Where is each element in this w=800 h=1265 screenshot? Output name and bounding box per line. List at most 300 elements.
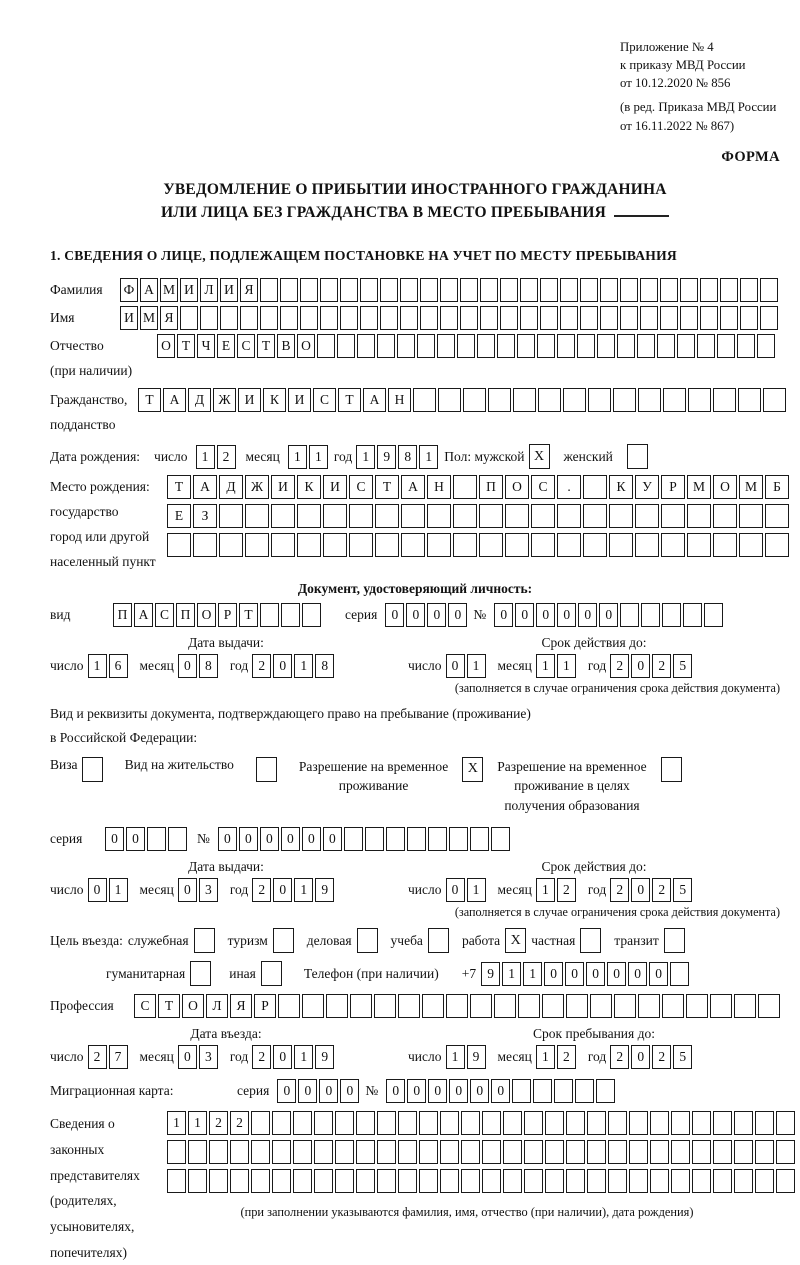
char-cell[interactable] (440, 278, 458, 302)
char-cell[interactable] (560, 278, 578, 302)
char-cell[interactable] (479, 504, 503, 528)
char-cell[interactable] (613, 388, 636, 412)
char-cell[interactable]: 0 (273, 878, 292, 902)
char-cell[interactable] (230, 1140, 249, 1164)
purpose-humanitarian-checkbox[interactable] (190, 961, 211, 986)
char-cell[interactable] (167, 1140, 186, 1164)
char-cell[interactable] (293, 1111, 312, 1135)
char-cell[interactable] (419, 1169, 438, 1193)
char-cell[interactable] (427, 533, 451, 557)
char-cell[interactable] (755, 1140, 774, 1164)
char-cell[interactable] (245, 504, 269, 528)
char-cell[interactable] (608, 1169, 627, 1193)
char-cell[interactable]: 1 (536, 654, 555, 678)
char-cell[interactable] (662, 994, 684, 1018)
char-cell[interactable] (566, 1140, 585, 1164)
char-cell[interactable] (401, 533, 425, 557)
char-cell[interactable] (697, 334, 715, 358)
char-cell[interactable] (583, 533, 607, 557)
char-cell[interactable]: 2 (252, 654, 271, 678)
char-cell[interactable]: 0 (586, 962, 605, 986)
char-cell[interactable]: 1 (536, 878, 555, 902)
char-cell[interactable]: М (140, 306, 158, 330)
char-cell[interactable]: 0 (218, 827, 237, 851)
char-cell[interactable] (314, 1169, 333, 1193)
char-cell[interactable] (251, 1111, 270, 1135)
char-cell[interactable] (713, 388, 736, 412)
char-cell[interactable] (419, 1140, 438, 1164)
char-cell[interactable]: 1 (356, 445, 375, 469)
char-cell[interactable] (460, 278, 478, 302)
char-cell[interactable]: Т (167, 475, 191, 499)
char-cell[interactable] (209, 1140, 228, 1164)
char-cell[interactable] (520, 278, 538, 302)
char-cell[interactable]: Е (217, 334, 235, 358)
char-cell[interactable] (740, 278, 758, 302)
char-cell[interactable]: Р (218, 603, 237, 627)
char-cell[interactable]: 9 (315, 1045, 334, 1069)
char-cell[interactable]: 0 (515, 603, 534, 627)
char-cell[interactable]: 0 (427, 603, 446, 627)
char-cell[interactable] (524, 1111, 543, 1135)
char-cell[interactable] (260, 306, 278, 330)
char-cell[interactable]: 1 (309, 445, 328, 469)
char-cell[interactable] (587, 1169, 606, 1193)
char-cell[interactable]: 0 (407, 1079, 426, 1103)
char-cell[interactable]: 0 (599, 603, 618, 627)
char-cell[interactable]: С (349, 475, 373, 499)
purpose-private-checkbox[interactable] (580, 928, 601, 953)
char-cell[interactable] (641, 603, 660, 627)
char-cell[interactable] (251, 1140, 270, 1164)
char-cell[interactable]: Т (158, 994, 180, 1018)
char-cell[interactable]: С (155, 603, 174, 627)
char-cell[interactable] (193, 533, 217, 557)
char-cell[interactable] (180, 306, 198, 330)
char-cell[interactable] (739, 504, 763, 528)
char-cell[interactable] (397, 334, 415, 358)
char-cell[interactable] (587, 1140, 606, 1164)
char-cell[interactable] (776, 1140, 795, 1164)
char-cell[interactable]: 0 (607, 962, 626, 986)
char-cell[interactable] (280, 306, 298, 330)
char-cell[interactable] (557, 533, 581, 557)
char-cell[interactable] (375, 504, 399, 528)
char-cell[interactable]: 9 (315, 878, 334, 902)
char-cell[interactable]: 0 (565, 962, 584, 986)
char-cell[interactable] (167, 533, 191, 557)
char-cell[interactable]: 0 (105, 827, 124, 851)
char-cell[interactable] (776, 1111, 795, 1135)
char-cell[interactable] (317, 334, 335, 358)
char-cell[interactable] (293, 1169, 312, 1193)
char-cell[interactable]: 2 (610, 878, 629, 902)
char-cell[interactable] (734, 1111, 753, 1135)
char-cell[interactable] (671, 1111, 690, 1135)
char-cell[interactable] (356, 1111, 375, 1135)
char-cell[interactable] (660, 278, 678, 302)
char-cell[interactable] (281, 603, 300, 627)
char-cell[interactable] (326, 994, 348, 1018)
char-cell[interactable] (380, 306, 398, 330)
char-cell[interactable] (377, 334, 395, 358)
char-cell[interactable]: В (277, 334, 295, 358)
char-cell[interactable] (600, 306, 618, 330)
char-cell[interactable] (661, 504, 685, 528)
char-cell[interactable] (460, 306, 478, 330)
char-cell[interactable] (400, 278, 418, 302)
char-cell[interactable] (542, 994, 564, 1018)
char-cell[interactable] (660, 306, 678, 330)
char-cell[interactable]: 5 (673, 1045, 692, 1069)
char-cell[interactable] (401, 504, 425, 528)
char-cell[interactable]: 6 (109, 654, 128, 678)
char-cell[interactable] (588, 388, 611, 412)
char-cell[interactable]: А (401, 475, 425, 499)
char-cell[interactable]: 1 (294, 1045, 313, 1069)
char-cell[interactable] (566, 994, 588, 1018)
char-cell[interactable]: К (609, 475, 633, 499)
char-cell[interactable] (738, 388, 761, 412)
char-cell[interactable] (491, 827, 510, 851)
char-cell[interactable]: Р (661, 475, 685, 499)
char-cell[interactable] (683, 603, 702, 627)
char-cell[interactable] (437, 334, 455, 358)
char-cell[interactable] (251, 1169, 270, 1193)
char-cell[interactable] (755, 1111, 774, 1135)
char-cell[interactable] (453, 475, 477, 499)
char-cell[interactable] (440, 1111, 459, 1135)
char-cell[interactable] (260, 278, 278, 302)
char-cell[interactable] (680, 306, 698, 330)
char-cell[interactable] (398, 994, 420, 1018)
char-cell[interactable]: Т (375, 475, 399, 499)
char-cell[interactable]: И (220, 278, 238, 302)
char-cell[interactable]: 0 (239, 827, 258, 851)
char-cell[interactable] (356, 1140, 375, 1164)
char-cell[interactable]: И (288, 388, 311, 412)
char-cell[interactable]: 0 (406, 603, 425, 627)
char-cell[interactable] (650, 1140, 669, 1164)
char-cell[interactable] (219, 504, 243, 528)
char-cell[interactable] (320, 306, 338, 330)
char-cell[interactable]: 5 (673, 654, 692, 678)
char-cell[interactable] (637, 334, 655, 358)
char-cell[interactable] (720, 278, 738, 302)
char-cell[interactable] (620, 603, 639, 627)
char-cell[interactable] (297, 533, 321, 557)
char-cell[interactable] (349, 533, 373, 557)
char-cell[interactable]: 0 (273, 654, 292, 678)
char-cell[interactable]: 0 (544, 962, 563, 986)
char-cell[interactable] (461, 1169, 480, 1193)
char-cell[interactable]: 2 (557, 1045, 576, 1069)
char-cell[interactable] (335, 1169, 354, 1193)
char-cell[interactable] (349, 504, 373, 528)
char-cell[interactable] (168, 827, 187, 851)
char-cell[interactable] (620, 278, 638, 302)
char-cell[interactable] (640, 306, 658, 330)
char-cell[interactable]: Ж (245, 475, 269, 499)
char-cell[interactable]: О (157, 334, 175, 358)
char-cell[interactable]: 1 (467, 654, 486, 678)
char-cell[interactable]: П (113, 603, 132, 627)
char-cell[interactable] (700, 278, 718, 302)
char-cell[interactable]: 1 (288, 445, 307, 469)
char-cell[interactable] (356, 1169, 375, 1193)
char-cell[interactable] (457, 334, 475, 358)
char-cell[interactable] (517, 334, 535, 358)
char-cell[interactable] (687, 533, 711, 557)
char-cell[interactable] (360, 306, 378, 330)
char-cell[interactable] (657, 334, 675, 358)
char-cell[interactable] (687, 504, 711, 528)
char-cell[interactable]: 0 (281, 827, 300, 851)
char-cell[interactable]: И (323, 475, 347, 499)
char-cell[interactable]: 0 (631, 654, 650, 678)
char-cell[interactable] (638, 388, 661, 412)
char-cell[interactable]: Ф (120, 278, 138, 302)
char-cell[interactable]: 1 (467, 878, 486, 902)
char-cell[interactable] (375, 533, 399, 557)
char-cell[interactable] (566, 1169, 585, 1193)
char-cell[interactable] (497, 334, 515, 358)
purpose-business-checkbox[interactable] (357, 928, 378, 953)
char-cell[interactable]: 0 (578, 603, 597, 627)
char-cell[interactable] (505, 504, 529, 528)
char-cell[interactable]: З (193, 504, 217, 528)
rvp-checkbox[interactable]: X (462, 757, 483, 782)
char-cell[interactable] (580, 278, 598, 302)
char-cell[interactable] (734, 1140, 753, 1164)
char-cell[interactable]: 0 (126, 827, 145, 851)
char-cell[interactable] (350, 994, 372, 1018)
char-cell[interactable]: Я (160, 306, 178, 330)
char-cell[interactable] (420, 306, 438, 330)
char-cell[interactable] (629, 1111, 648, 1135)
char-cell[interactable] (560, 306, 578, 330)
char-cell[interactable] (692, 1169, 711, 1193)
char-cell[interactable]: А (363, 388, 386, 412)
char-cell[interactable] (765, 533, 789, 557)
char-cell[interactable]: 2 (652, 654, 671, 678)
char-cell[interactable] (524, 1169, 543, 1193)
char-cell[interactable] (760, 306, 778, 330)
char-cell[interactable]: 2 (88, 1045, 107, 1069)
char-cell[interactable] (580, 306, 598, 330)
char-cell[interactable] (337, 334, 355, 358)
char-cell[interactable]: П (479, 475, 503, 499)
char-cell[interactable] (563, 388, 586, 412)
char-cell[interactable] (470, 994, 492, 1018)
char-cell[interactable] (278, 994, 300, 1018)
char-cell[interactable] (446, 994, 468, 1018)
char-cell[interactable] (314, 1111, 333, 1135)
char-cell[interactable]: Л (206, 994, 228, 1018)
char-cell[interactable]: 8 (199, 654, 218, 678)
char-cell[interactable]: 1 (502, 962, 521, 986)
char-cell[interactable]: И (238, 388, 261, 412)
char-cell[interactable] (513, 388, 536, 412)
char-cell[interactable] (587, 1111, 606, 1135)
char-cell[interactable] (686, 994, 708, 1018)
char-cell[interactable]: 1 (523, 962, 542, 986)
char-cell[interactable]: 2 (610, 1045, 629, 1069)
char-cell[interactable]: 0 (631, 1045, 650, 1069)
char-cell[interactable] (340, 306, 358, 330)
char-cell[interactable]: К (263, 388, 286, 412)
char-cell[interactable]: 0 (649, 962, 668, 986)
char-cell[interactable]: 0 (178, 878, 197, 902)
char-cell[interactable]: 2 (252, 1045, 271, 1069)
char-cell[interactable] (505, 533, 529, 557)
char-cell[interactable]: Д (188, 388, 211, 412)
char-cell[interactable]: 8 (398, 445, 417, 469)
char-cell[interactable]: 5 (673, 878, 692, 902)
char-cell[interactable]: Д (219, 475, 243, 499)
char-cell[interactable] (272, 1111, 291, 1135)
char-cell[interactable] (461, 1111, 480, 1135)
char-cell[interactable] (737, 334, 755, 358)
char-cell[interactable]: 1 (109, 878, 128, 902)
char-cell[interactable]: О (197, 603, 216, 627)
char-cell[interactable] (463, 388, 486, 412)
char-cell[interactable] (360, 278, 378, 302)
char-cell[interactable] (650, 1169, 669, 1193)
char-cell[interactable] (420, 278, 438, 302)
char-cell[interactable]: И (120, 306, 138, 330)
char-cell[interactable]: 3 (199, 1045, 218, 1069)
char-cell[interactable] (688, 388, 711, 412)
char-cell[interactable] (503, 1169, 522, 1193)
char-cell[interactable] (386, 827, 405, 851)
char-cell[interactable]: О (182, 994, 204, 1018)
char-cell[interactable] (482, 1111, 501, 1135)
char-cell[interactable] (272, 1140, 291, 1164)
char-cell[interactable] (470, 827, 489, 851)
char-cell[interactable] (662, 603, 681, 627)
char-cell[interactable]: . (557, 475, 581, 499)
char-cell[interactable] (344, 827, 363, 851)
char-cell[interactable] (293, 1140, 312, 1164)
char-cell[interactable] (188, 1140, 207, 1164)
char-cell[interactable] (323, 533, 347, 557)
char-cell[interactable] (740, 306, 758, 330)
char-cell[interactable] (440, 306, 458, 330)
char-cell[interactable]: С (134, 994, 156, 1018)
char-cell[interactable] (503, 1140, 522, 1164)
char-cell[interactable]: Б (765, 475, 789, 499)
char-cell[interactable] (734, 1169, 753, 1193)
char-cell[interactable] (620, 306, 638, 330)
char-cell[interactable]: Т (257, 334, 275, 358)
char-cell[interactable]: К (297, 475, 321, 499)
char-cell[interactable]: 0 (470, 1079, 489, 1103)
char-cell[interactable]: 2 (557, 878, 576, 902)
char-cell[interactable] (671, 1169, 690, 1193)
char-cell[interactable]: 0 (491, 1079, 510, 1103)
char-cell[interactable] (503, 1111, 522, 1135)
char-cell[interactable] (524, 1140, 543, 1164)
char-cell[interactable] (413, 388, 436, 412)
char-cell[interactable] (608, 1140, 627, 1164)
char-cell[interactable] (757, 334, 775, 358)
char-cell[interactable]: А (193, 475, 217, 499)
char-cell[interactable] (663, 388, 686, 412)
char-cell[interactable] (713, 1111, 732, 1135)
char-cell[interactable] (427, 504, 451, 528)
char-cell[interactable] (479, 533, 503, 557)
char-cell[interactable] (629, 1140, 648, 1164)
char-cell[interactable]: 2 (209, 1111, 228, 1135)
char-cell[interactable]: У (635, 475, 659, 499)
char-cell[interactable] (670, 962, 689, 986)
char-cell[interactable] (477, 334, 495, 358)
char-cell[interactable] (320, 278, 338, 302)
char-cell[interactable] (734, 994, 756, 1018)
char-cell[interactable] (713, 1140, 732, 1164)
char-cell[interactable]: Е (167, 504, 191, 528)
char-cell[interactable] (575, 1079, 594, 1103)
char-cell[interactable]: 1 (557, 654, 576, 678)
visa-checkbox[interactable] (82, 757, 103, 782)
char-cell[interactable]: 0 (385, 603, 404, 627)
char-cell[interactable]: 7 (109, 1045, 128, 1069)
char-cell[interactable]: 0 (449, 1079, 468, 1103)
char-cell[interactable] (596, 1079, 615, 1103)
char-cell[interactable]: 1 (188, 1111, 207, 1135)
purpose-official-checkbox[interactable] (194, 928, 215, 953)
char-cell[interactable]: И (180, 278, 198, 302)
char-cell[interactable]: 0 (628, 962, 647, 986)
char-cell[interactable] (377, 1140, 396, 1164)
char-cell[interactable] (428, 827, 447, 851)
char-cell[interactable] (500, 278, 518, 302)
char-cell[interactable]: М (739, 475, 763, 499)
blank-underline[interactable] (614, 203, 669, 217)
char-cell[interactable] (661, 533, 685, 557)
residence-permit-checkbox[interactable] (256, 757, 277, 782)
char-cell[interactable]: 0 (340, 1079, 359, 1103)
char-cell[interactable] (739, 533, 763, 557)
char-cell[interactable] (638, 994, 660, 1018)
char-cell[interactable] (755, 1169, 774, 1193)
char-cell[interactable] (400, 306, 418, 330)
char-cell[interactable] (380, 278, 398, 302)
char-cell[interactable] (758, 994, 780, 1018)
char-cell[interactable] (398, 1169, 417, 1193)
char-cell[interactable] (482, 1140, 501, 1164)
char-cell[interactable] (700, 306, 718, 330)
char-cell[interactable] (520, 306, 538, 330)
char-cell[interactable]: 0 (323, 827, 342, 851)
char-cell[interactable] (271, 533, 295, 557)
char-cell[interactable] (419, 1111, 438, 1135)
char-cell[interactable] (398, 1140, 417, 1164)
char-cell[interactable] (713, 504, 737, 528)
char-cell[interactable] (720, 306, 738, 330)
char-cell[interactable]: 0 (446, 878, 465, 902)
char-cell[interactable] (377, 1111, 396, 1135)
char-cell[interactable] (680, 278, 698, 302)
char-cell[interactable]: 0 (536, 603, 555, 627)
char-cell[interactable] (200, 306, 218, 330)
char-cell[interactable] (377, 1169, 396, 1193)
char-cell[interactable] (219, 533, 243, 557)
char-cell[interactable]: Р (254, 994, 276, 1018)
char-cell[interactable]: 0 (178, 1045, 197, 1069)
char-cell[interactable] (461, 1140, 480, 1164)
